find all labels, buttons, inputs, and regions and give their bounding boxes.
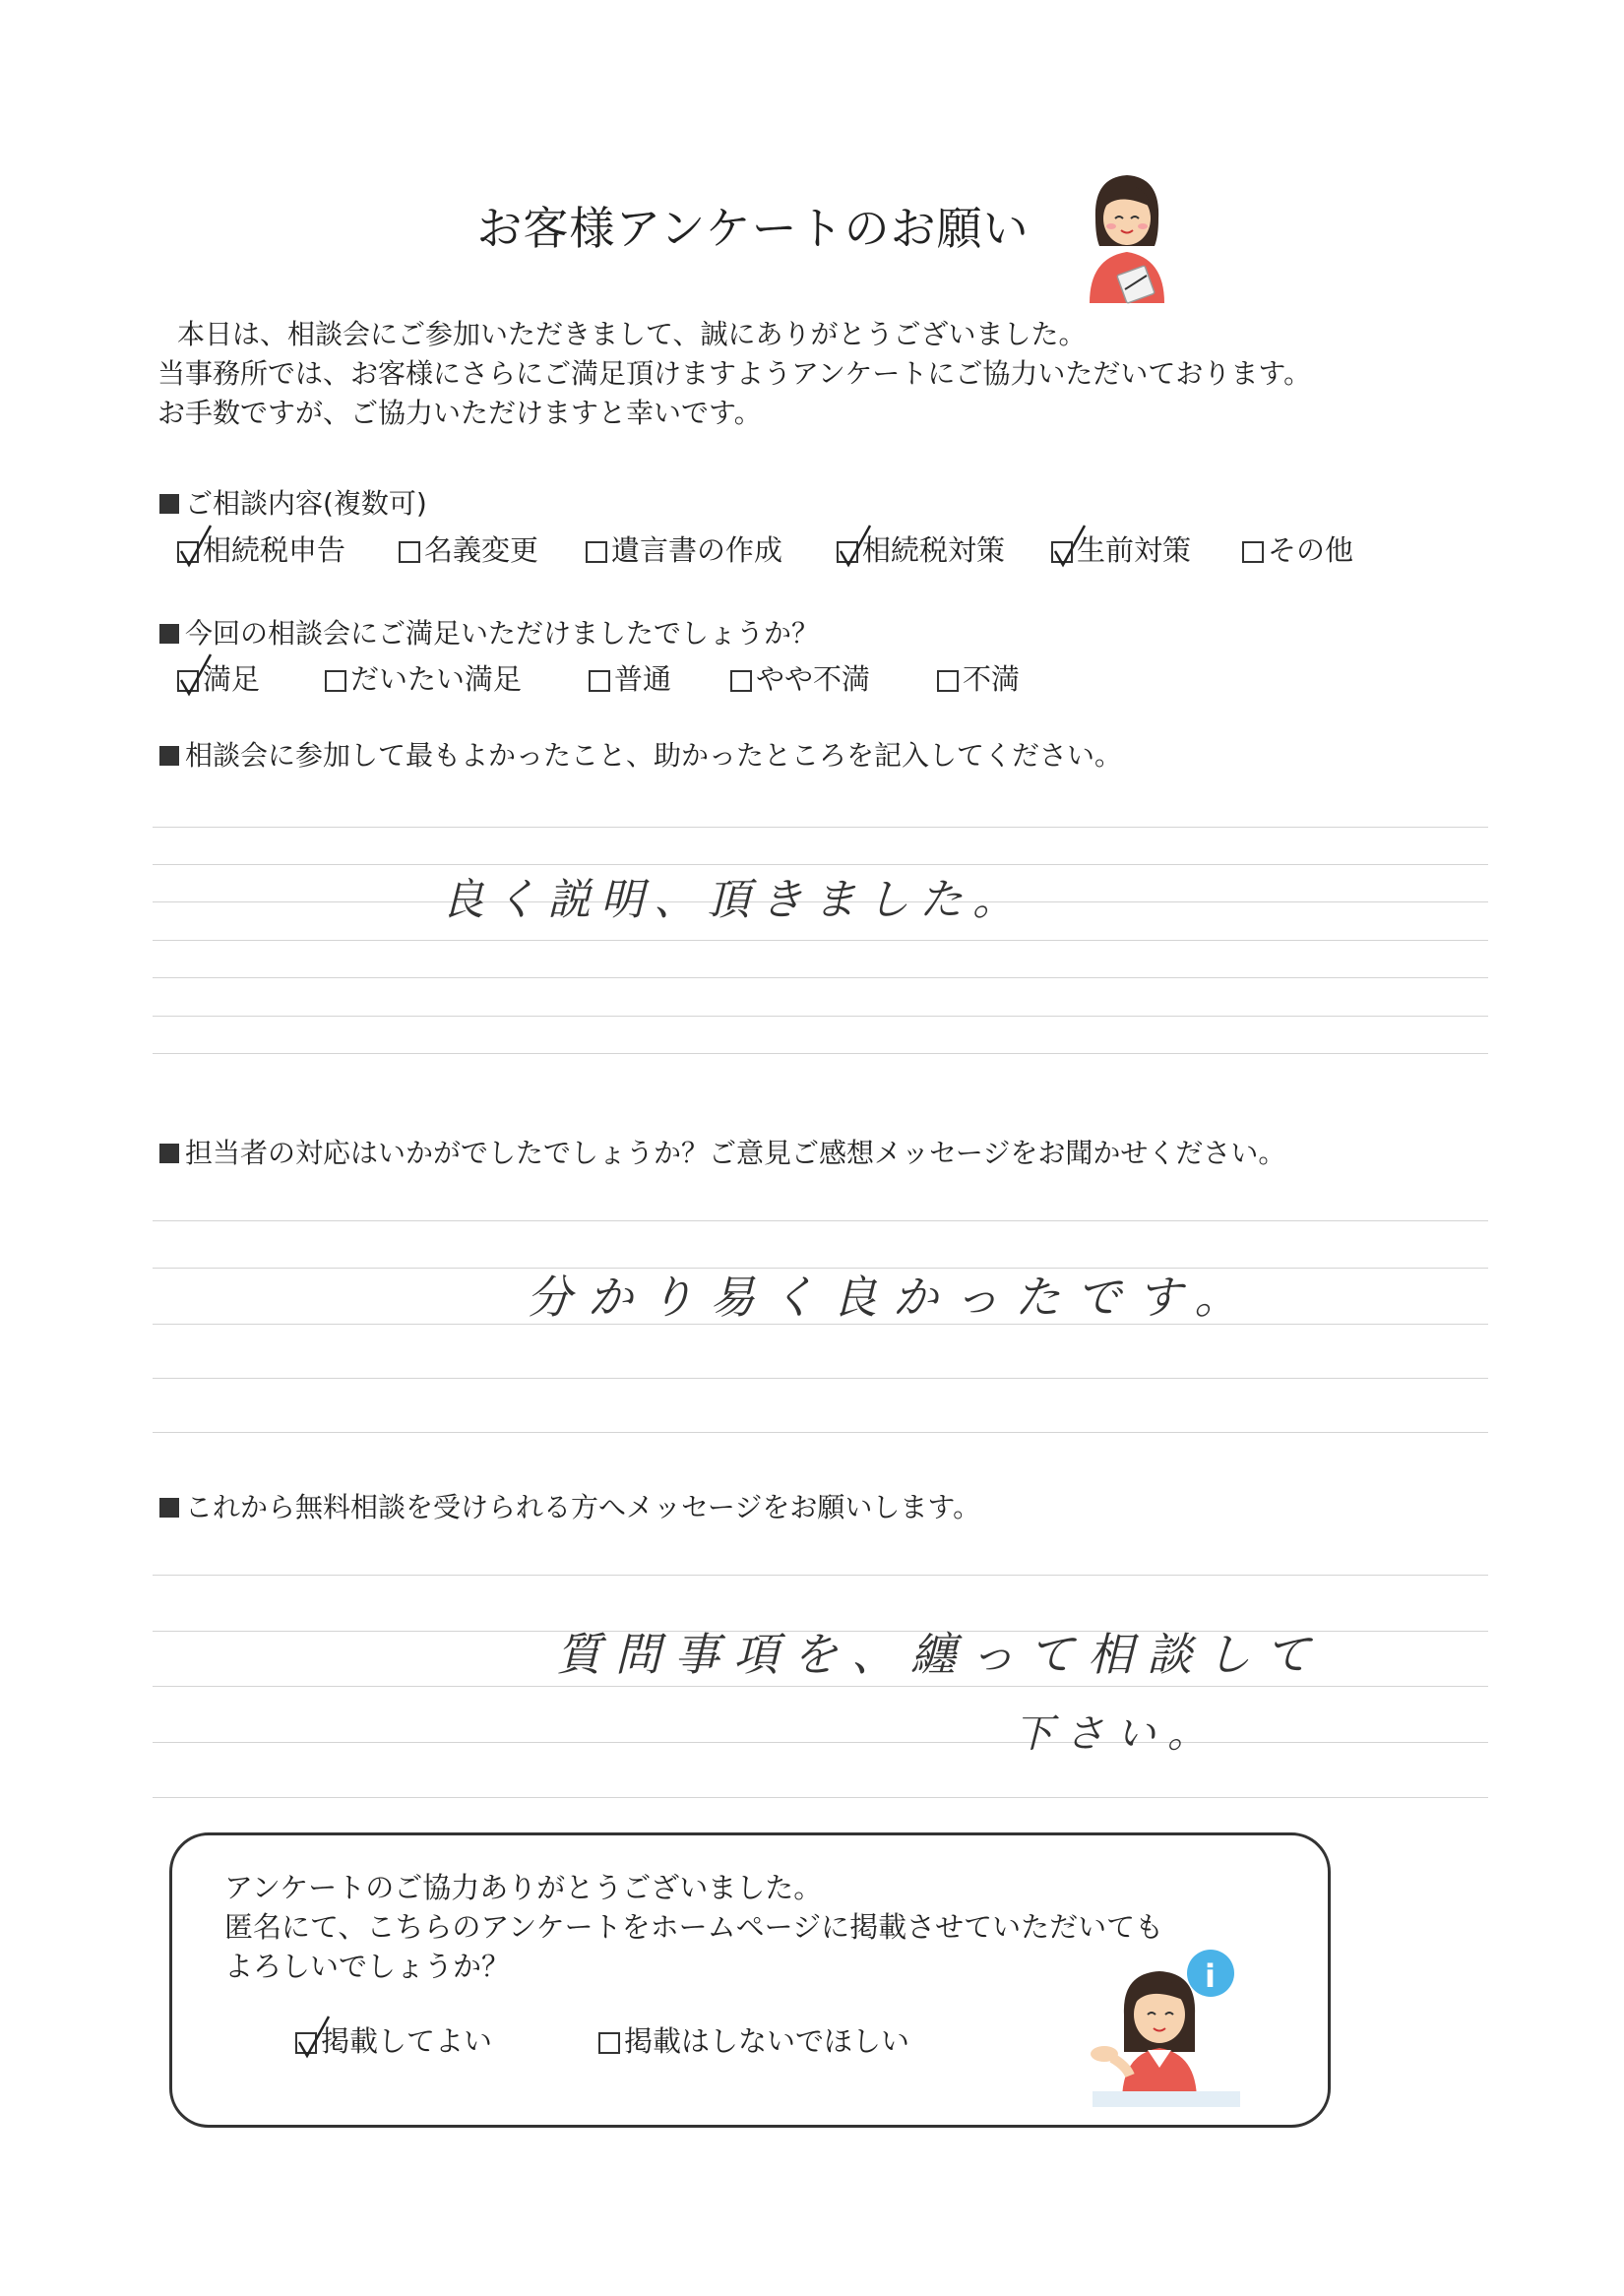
checkbox-satisfied[interactable] <box>177 657 260 698</box>
ruled-line <box>153 940 1488 941</box>
ruled-line <box>153 1220 1488 1221</box>
intro-line: 当事務所では、お客様にさらにご満足頂けますようアンケートにご協力いただいております。 <box>157 357 1312 390</box>
checkbox-name-change[interactable] <box>399 528 538 569</box>
checkbox-box <box>1242 541 1264 563</box>
checkmark-icon <box>177 651 217 700</box>
checkbox-dissatisfied[interactable] <box>937 657 1020 698</box>
closing-line: 匿名にて、こちらのアンケートをホームページに掲載させていただいても <box>224 1910 1164 1944</box>
checkbox-box <box>399 541 420 563</box>
question-message-to-others <box>159 1486 980 1525</box>
option-label: だいたい満足 <box>350 662 523 696</box>
checkbox-box <box>937 670 959 692</box>
question-label: ご相談内容(複数可) <box>185 487 427 520</box>
ruled-line <box>153 1432 1488 1433</box>
option-label: 名義変更 <box>424 533 539 567</box>
checkbox-box <box>325 670 346 692</box>
checkbox-box <box>177 670 199 692</box>
intro-line: お手数ですが、ご協力いただけますと幸いです。 <box>157 397 762 429</box>
checkbox-inheritance-tax-measures[interactable] <box>837 528 1005 569</box>
question-staff-response <box>159 1132 1285 1171</box>
receptionist-info-illustration <box>1083 1944 1250 2111</box>
ruled-line <box>153 1742 1488 1743</box>
checkmark-icon <box>177 522 217 571</box>
checkbox-pre-death-measures[interactable] <box>1051 528 1191 569</box>
checkmark-icon <box>837 522 876 571</box>
option-label: 生前対策 <box>1077 533 1192 567</box>
intro-line: 本日は、相談会にご参加いただきまして、誠にありがとうございました。 <box>177 318 1087 350</box>
option-label: 満足 <box>203 662 261 696</box>
checkbox-box <box>730 670 752 692</box>
option-label: 遺言書の作成 <box>611 533 783 567</box>
bullet-square-icon <box>159 494 179 514</box>
option-label: やや不満 <box>756 662 871 696</box>
bullet-square-icon <box>159 1144 179 1163</box>
checkbox-publish-ok[interactable] <box>295 2019 492 2060</box>
question-satisfaction <box>159 612 819 652</box>
checkbox-box <box>589 670 610 692</box>
checkbox-box <box>295 2032 317 2054</box>
ruled-line <box>153 827 1488 828</box>
ruled-line <box>153 977 1488 978</box>
checkmark-icon <box>1051 522 1091 571</box>
woman-clipboard-illustration <box>1078 167 1176 305</box>
bullet-square-icon <box>159 1498 179 1518</box>
checkbox-box <box>177 541 199 563</box>
handwritten-answer-staff-response: 分かり易く良かったです。 <box>527 1271 1256 1324</box>
checkbox-box <box>1051 541 1073 563</box>
intro-text <box>157 315 1311 433</box>
checkbox-will-preparation[interactable] <box>586 528 782 569</box>
checkbox-publish-no[interactable] <box>598 2019 909 2060</box>
handwritten-answer-best-part: 良く説明、頂きました。 <box>441 875 1026 925</box>
bullet-square-icon <box>159 746 179 766</box>
option-label: 相続税対策 <box>862 533 1006 567</box>
ruled-line <box>153 1378 1488 1379</box>
checkbox-box <box>598 2032 620 2054</box>
ruled-line <box>153 1686 1488 1687</box>
svg-text:i: i <box>1205 1957 1216 1995</box>
question-label: 今回の相談会にご満足いただけましたでしょうか？ <box>185 617 820 650</box>
question-label: 相談会に参加して最もよかったこと、助かったところを記入してください。 <box>185 739 1123 772</box>
closing-line: アンケートのご協力ありがとうございました。 <box>224 1871 823 1904</box>
question-consultation-content <box>159 482 427 522</box>
question-label: これから無料相談を受けられる方へメッセージをお願いします。 <box>185 1491 981 1523</box>
question-label: 担当者の対応はいかがでしたでしょうか？ご意見ご感想メッセージをお聞かせください。 <box>185 1137 1286 1169</box>
handwritten-answer-message-line1: 質問事項を、纏って相談して <box>556 1628 1324 1681</box>
checkbox-somewhat-dissatisfied[interactable] <box>730 657 870 698</box>
checkbox-box <box>837 541 858 563</box>
option-label: その他 <box>1268 533 1354 567</box>
closing-line: よろしいでしょうか？ <box>224 1950 511 1983</box>
question-best-part <box>159 734 1122 774</box>
checkbox-box <box>586 541 607 563</box>
option-label: 掲載はしないでほしい <box>624 2024 910 2058</box>
checkbox-mostly-satisfied[interactable] <box>325 657 522 698</box>
checkbox-other[interactable] <box>1242 528 1353 569</box>
option-label: 普通 <box>614 662 672 696</box>
bullet-square-icon <box>159 624 179 644</box>
option-label: 相続税申告 <box>203 533 346 567</box>
page-title: お客様アンケートのお願い <box>476 202 1030 255</box>
option-label: 不満 <box>963 662 1021 696</box>
checkmark-icon <box>295 2013 335 2062</box>
ruled-line <box>153 1797 1488 1798</box>
checkbox-inheritance-tax-return[interactable] <box>177 528 345 569</box>
option-label: 掲載してよい <box>321 2024 493 2058</box>
ruled-line <box>153 1053 1488 1054</box>
ruled-line <box>153 1575 1488 1576</box>
checkbox-average[interactable] <box>589 657 671 698</box>
handwritten-answer-message-line2: 下さい。 <box>1014 1711 1218 1757</box>
ruled-line <box>153 1016 1488 1017</box>
closing-text <box>224 1868 1163 1986</box>
